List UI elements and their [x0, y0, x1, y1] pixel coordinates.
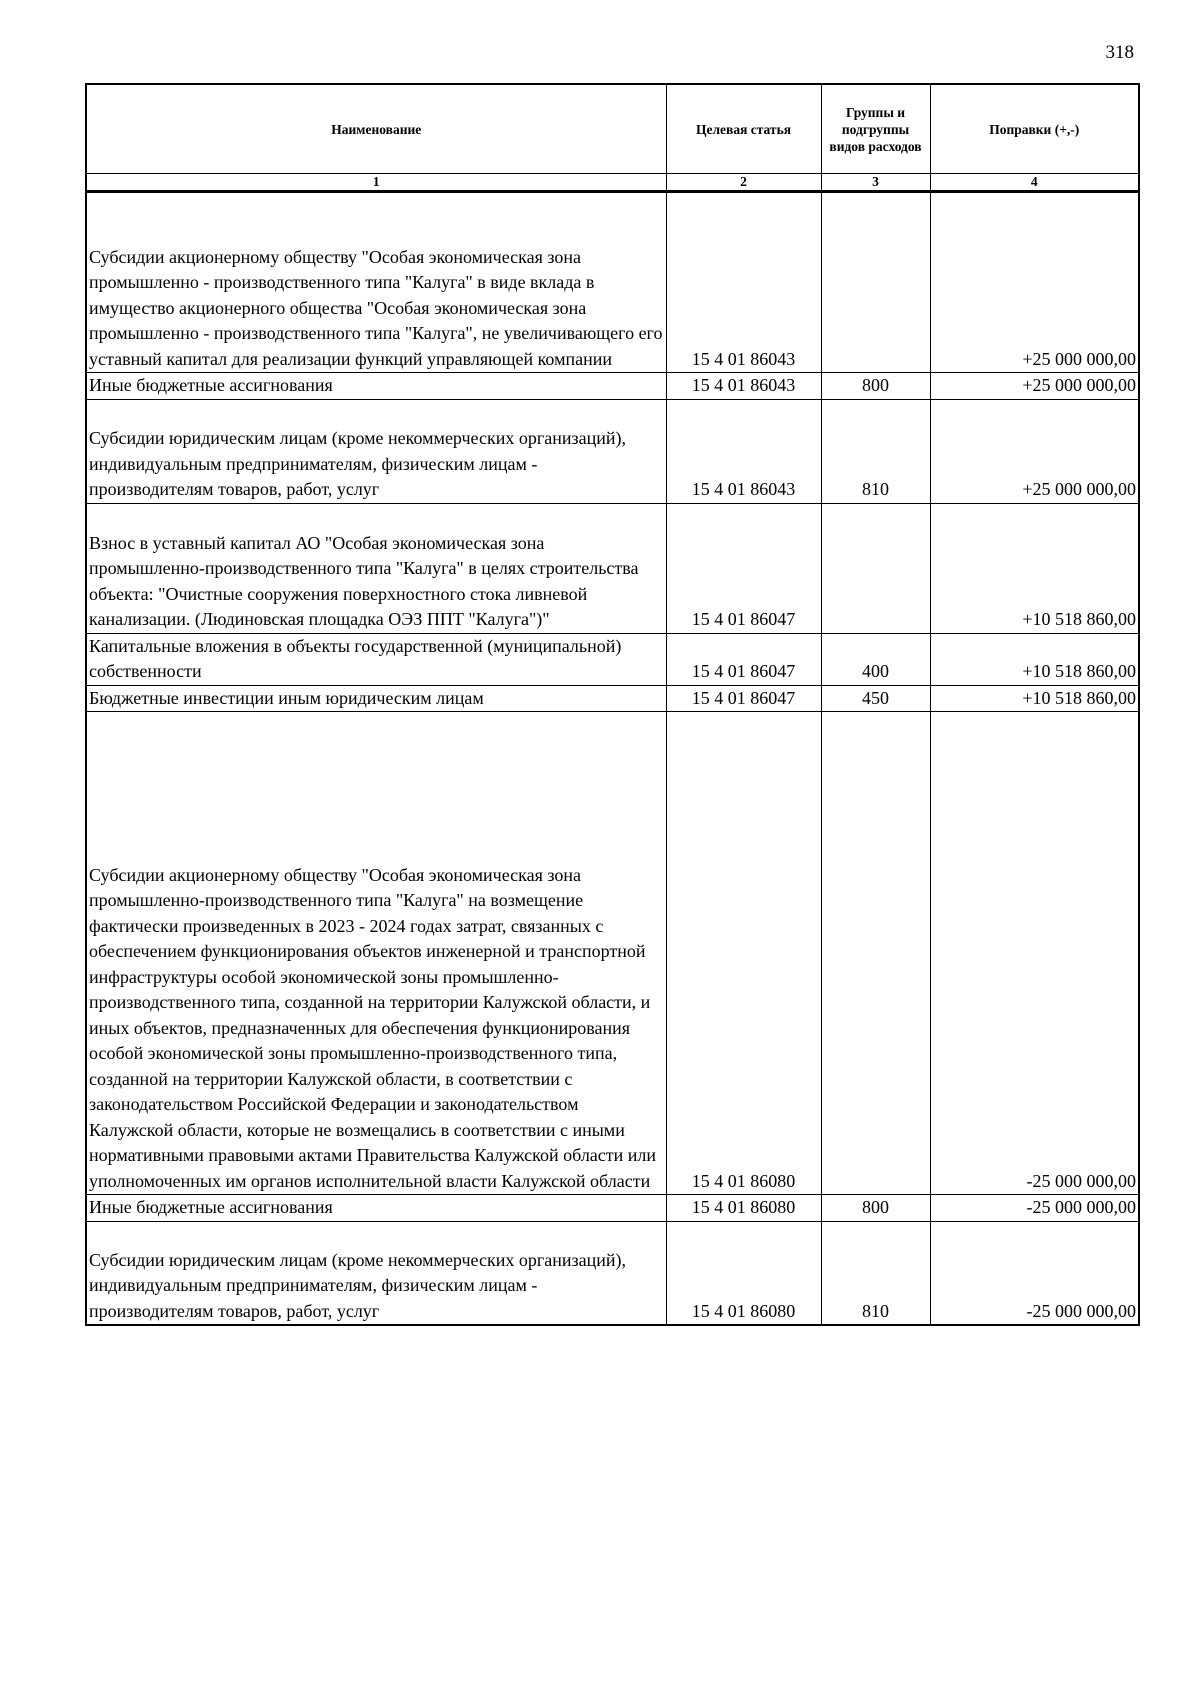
- row-group: 800: [821, 373, 930, 400]
- row-amount: +25 000 000,00: [930, 192, 1139, 373]
- table-row: [86, 192, 1139, 373]
- row-name: Иные бюджетные ассигнования: [86, 1195, 666, 1222]
- row-amount: -25 000 000,00: [930, 712, 1139, 1195]
- row-group: 800: [821, 1195, 930, 1222]
- row-name: Субсидии юридическим лицам (кроме некоммерческих организаций), индивидуальным предпринимателям, физическим лицам - производителям товаров, работ, услуг: [86, 399, 666, 503]
- row-group: 810: [821, 1221, 930, 1325]
- header-name: Наименование: [86, 84, 666, 174]
- page-number: 318: [1105, 42, 1134, 63]
- row-group: [821, 192, 930, 373]
- budget-table: [85, 83, 1140, 1326]
- column-number: 3: [821, 174, 930, 192]
- row-group: [821, 712, 930, 1195]
- row-amount: -25 000 000,00: [930, 1221, 1139, 1325]
- row-code: 15 4 01 86080: [666, 712, 821, 1195]
- table-row: [86, 1195, 1139, 1222]
- table-row: [86, 503, 1139, 633]
- row-amount: -25 000 000,00: [930, 1195, 1139, 1222]
- row-code: 15 4 01 86047: [666, 633, 821, 685]
- header-target: Целевая статья: [666, 84, 821, 174]
- row-group: [821, 503, 930, 633]
- row-name: Бюджетные инвестиции иным юридическим лицам: [86, 685, 666, 712]
- column-number: 2: [666, 174, 821, 192]
- row-name: Иные бюджетные ассигнования: [86, 373, 666, 400]
- row-code: 15 4 01 86043: [666, 399, 821, 503]
- row-code: 15 4 01 86043: [666, 192, 821, 373]
- row-amount: +10 518 860,00: [930, 685, 1139, 712]
- header-row: [86, 84, 1139, 174]
- row-group: 400: [821, 633, 930, 685]
- row-amount: +10 518 860,00: [930, 503, 1139, 633]
- row-name: Субсидии юридическим лицам (кроме некоммерческих организаций), индивидуальным предпринимателям, физическим лицам - производителям товаров, работ, услуг: [86, 1221, 666, 1325]
- row-code: 15 4 01 86047: [666, 685, 821, 712]
- column-number-row: [86, 174, 1139, 192]
- header-group: Группы и подгруппы видов расходов: [821, 84, 930, 174]
- row-code: 15 4 01 86043: [666, 373, 821, 400]
- row-name: Капитальные вложения в объекты государственной (муниципальной) собственности: [86, 633, 666, 685]
- table-row: [86, 399, 1139, 503]
- row-name: Взнос в уставный капитал АО "Особая экономическая зона промышленно-производственного типа "Калуга" в целях строительства объекта: "Очистные сооружения поверхностного стока ливневой канализации. (Людиновская площадка ОЭЗ ППТ "Калуга")": [86, 503, 666, 633]
- row-amount: +25 000 000,00: [930, 399, 1139, 503]
- row-name: Субсидии акционерному обществу "Особая экономическая зона промышленно-производственного типа "Калуга" на возмещение фактически произведенных в 2023 - 2024 годах затрат, связанных с обеспечением функционирования объектов инженерной и транспортной инфраструктуры особой экономической зоны промышленно-производственного типа, созданной на территории Калужской области, и иных объектов, предназначенных для обеспечения функционирования особой экономической зоны промышленно-производственного типа, созданной на территории Калужской области, в соответствии с законодательством Российской Федерации и законодательством Калужской области, которые не возмещались в соответствии с иными нормативными правовыми актами Правительства Калужской области или уполномоченных им органов исполнительной власти Калужской области: [86, 712, 666, 1195]
- row-name: Субсидии акционерному обществу "Особая экономическая зона промышленно - производственного типа "Калуга" в виде вклада в имущество акционерного общества "Особая экономическая зона промышленно - производственного типа "Калуга", не увеличивающего его уставный капитал для реализации функций управляющей компании: [86, 192, 666, 373]
- row-amount: +25 000 000,00: [930, 373, 1139, 400]
- table-row: [86, 712, 1139, 1195]
- table-row: [86, 373, 1139, 400]
- row-code: 15 4 01 86080: [666, 1221, 821, 1325]
- table-row: [86, 685, 1139, 712]
- row-amount: +10 518 860,00: [930, 633, 1139, 685]
- row-group: 810: [821, 399, 930, 503]
- column-number: 4: [930, 174, 1139, 192]
- row-code: 15 4 01 86080: [666, 1195, 821, 1222]
- column-number: 1: [86, 174, 666, 192]
- table-row: [86, 1221, 1139, 1325]
- row-group: 450: [821, 685, 930, 712]
- table-row: [86, 633, 1139, 685]
- row-code: 15 4 01 86047: [666, 503, 821, 633]
- header-amend: Поправки (+,-): [930, 84, 1139, 174]
